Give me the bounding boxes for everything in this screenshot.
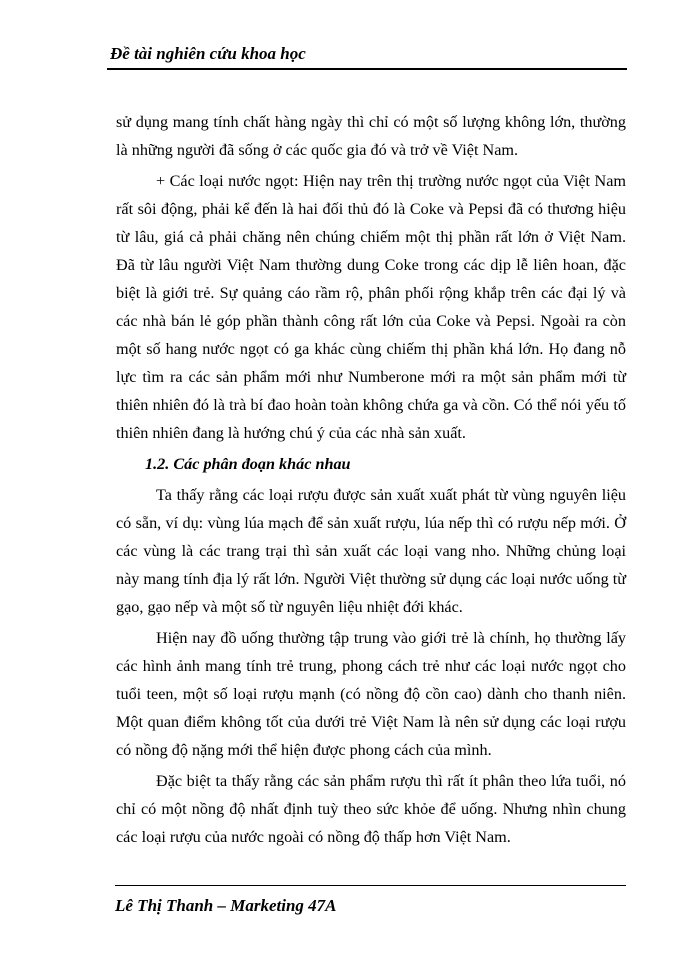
paragraph-raw-materials: Ta thấy rằng các loại rượu được sản xuất xuất phát từ vùng nguyên liệu có sẵn, ví dụ: vùng lúa mạch để sản xuất rượu, lúa nếp thì có rượu nếp mới. Ở các vùng là các trang trại thì sản xuất các loại vang nho. Những chủng loại này mang tính địa lý rất lớn. Người Việt thường sử dụng các loại nước uống từ gạo, gạo nếp và một số từ nguyên liệu nhiệt đới khác.	[116, 486, 626, 616]
footer-author: Lê Thị Thanh – Marketing 47A	[115, 896, 337, 915]
header-title: Đề tài nghiên cứu khoa học	[110, 44, 306, 63]
section-heading: 1.2. Các phân đoạn khác nhau	[145, 455, 351, 473]
document-body	[116, 108, 626, 854]
page-footer	[115, 885, 626, 915]
paragraph-age-segment: Đặc biệt ta thấy rằng các sản phẩm rượu thì rất ít phân theo lứa tuổi, nó chỉ có một nồng độ nhất định tuỳ theo sức khỏe để uống. Nhưng nhìn chung các loại rượu của nước ngoài có nồng độ thấp hơn Việt Nam.	[116, 772, 626, 846]
paragraph-soft-drinks: + Các loại nước ngọt: Hiện nay trên thị trường nước ngọt của Việt Nam rất sôi động, phải kể đến là hai đối thủ đó là Coke và Pepsi đã có thương hiệu từ lâu, giá cả phải chăng nên chúng chiếm một thị phần rất lớn ở Việt Nam. Đã từ lâu người Việt Nam thường dung Coke trong các dịp lễ liên hoan, đặc biệt là giới trẻ. Sự quảng cáo rầm rộ, phân phối rộng khắp trên các đại lý và các nhà bán lẻ góp phần thành công rất lớn của Coke và Pepsi. Ngoài ra còn một số hang nước ngọt có ga khác cùng chiếm thị phần khá lớn. Họ đang nỗ lực tìm ra các sản phẩm mới như Numberone mới ra một sản phẩm mới từ thiên nhiên đó là trà bí đao hoàn toàn không chứa ga và cồn. Có thể nói yếu tố thiên nhiên đang là hướng chú ý của các nhà sản xuất.	[116, 172, 626, 442]
paragraph-continuation: sử dụng mang tính chất hàng ngày thì chỉ có một số lượng không lớn, thường là những người đã sống ở các quốc gia đó và trở về Việt Nam.	[116, 113, 626, 159]
paragraph-youth-trend: Hiện nay đồ uống thường tập trung vào giới trẻ là chính, họ thường lấy các hình ảnh mang tính trẻ trung, phong cách trẻ như các loại nước ngọt cho tuổi teen, một số loại rượu mạnh (có nồng độ cồn cao) dành cho thanh niên. Một quan điểm không tốt của dưới trẻ Việt Nam là nên sử dụng các loại rượu có nồng độ nặng mới thể hiện được phong cách của mình.	[116, 629, 626, 759]
page-header	[107, 44, 627, 70]
